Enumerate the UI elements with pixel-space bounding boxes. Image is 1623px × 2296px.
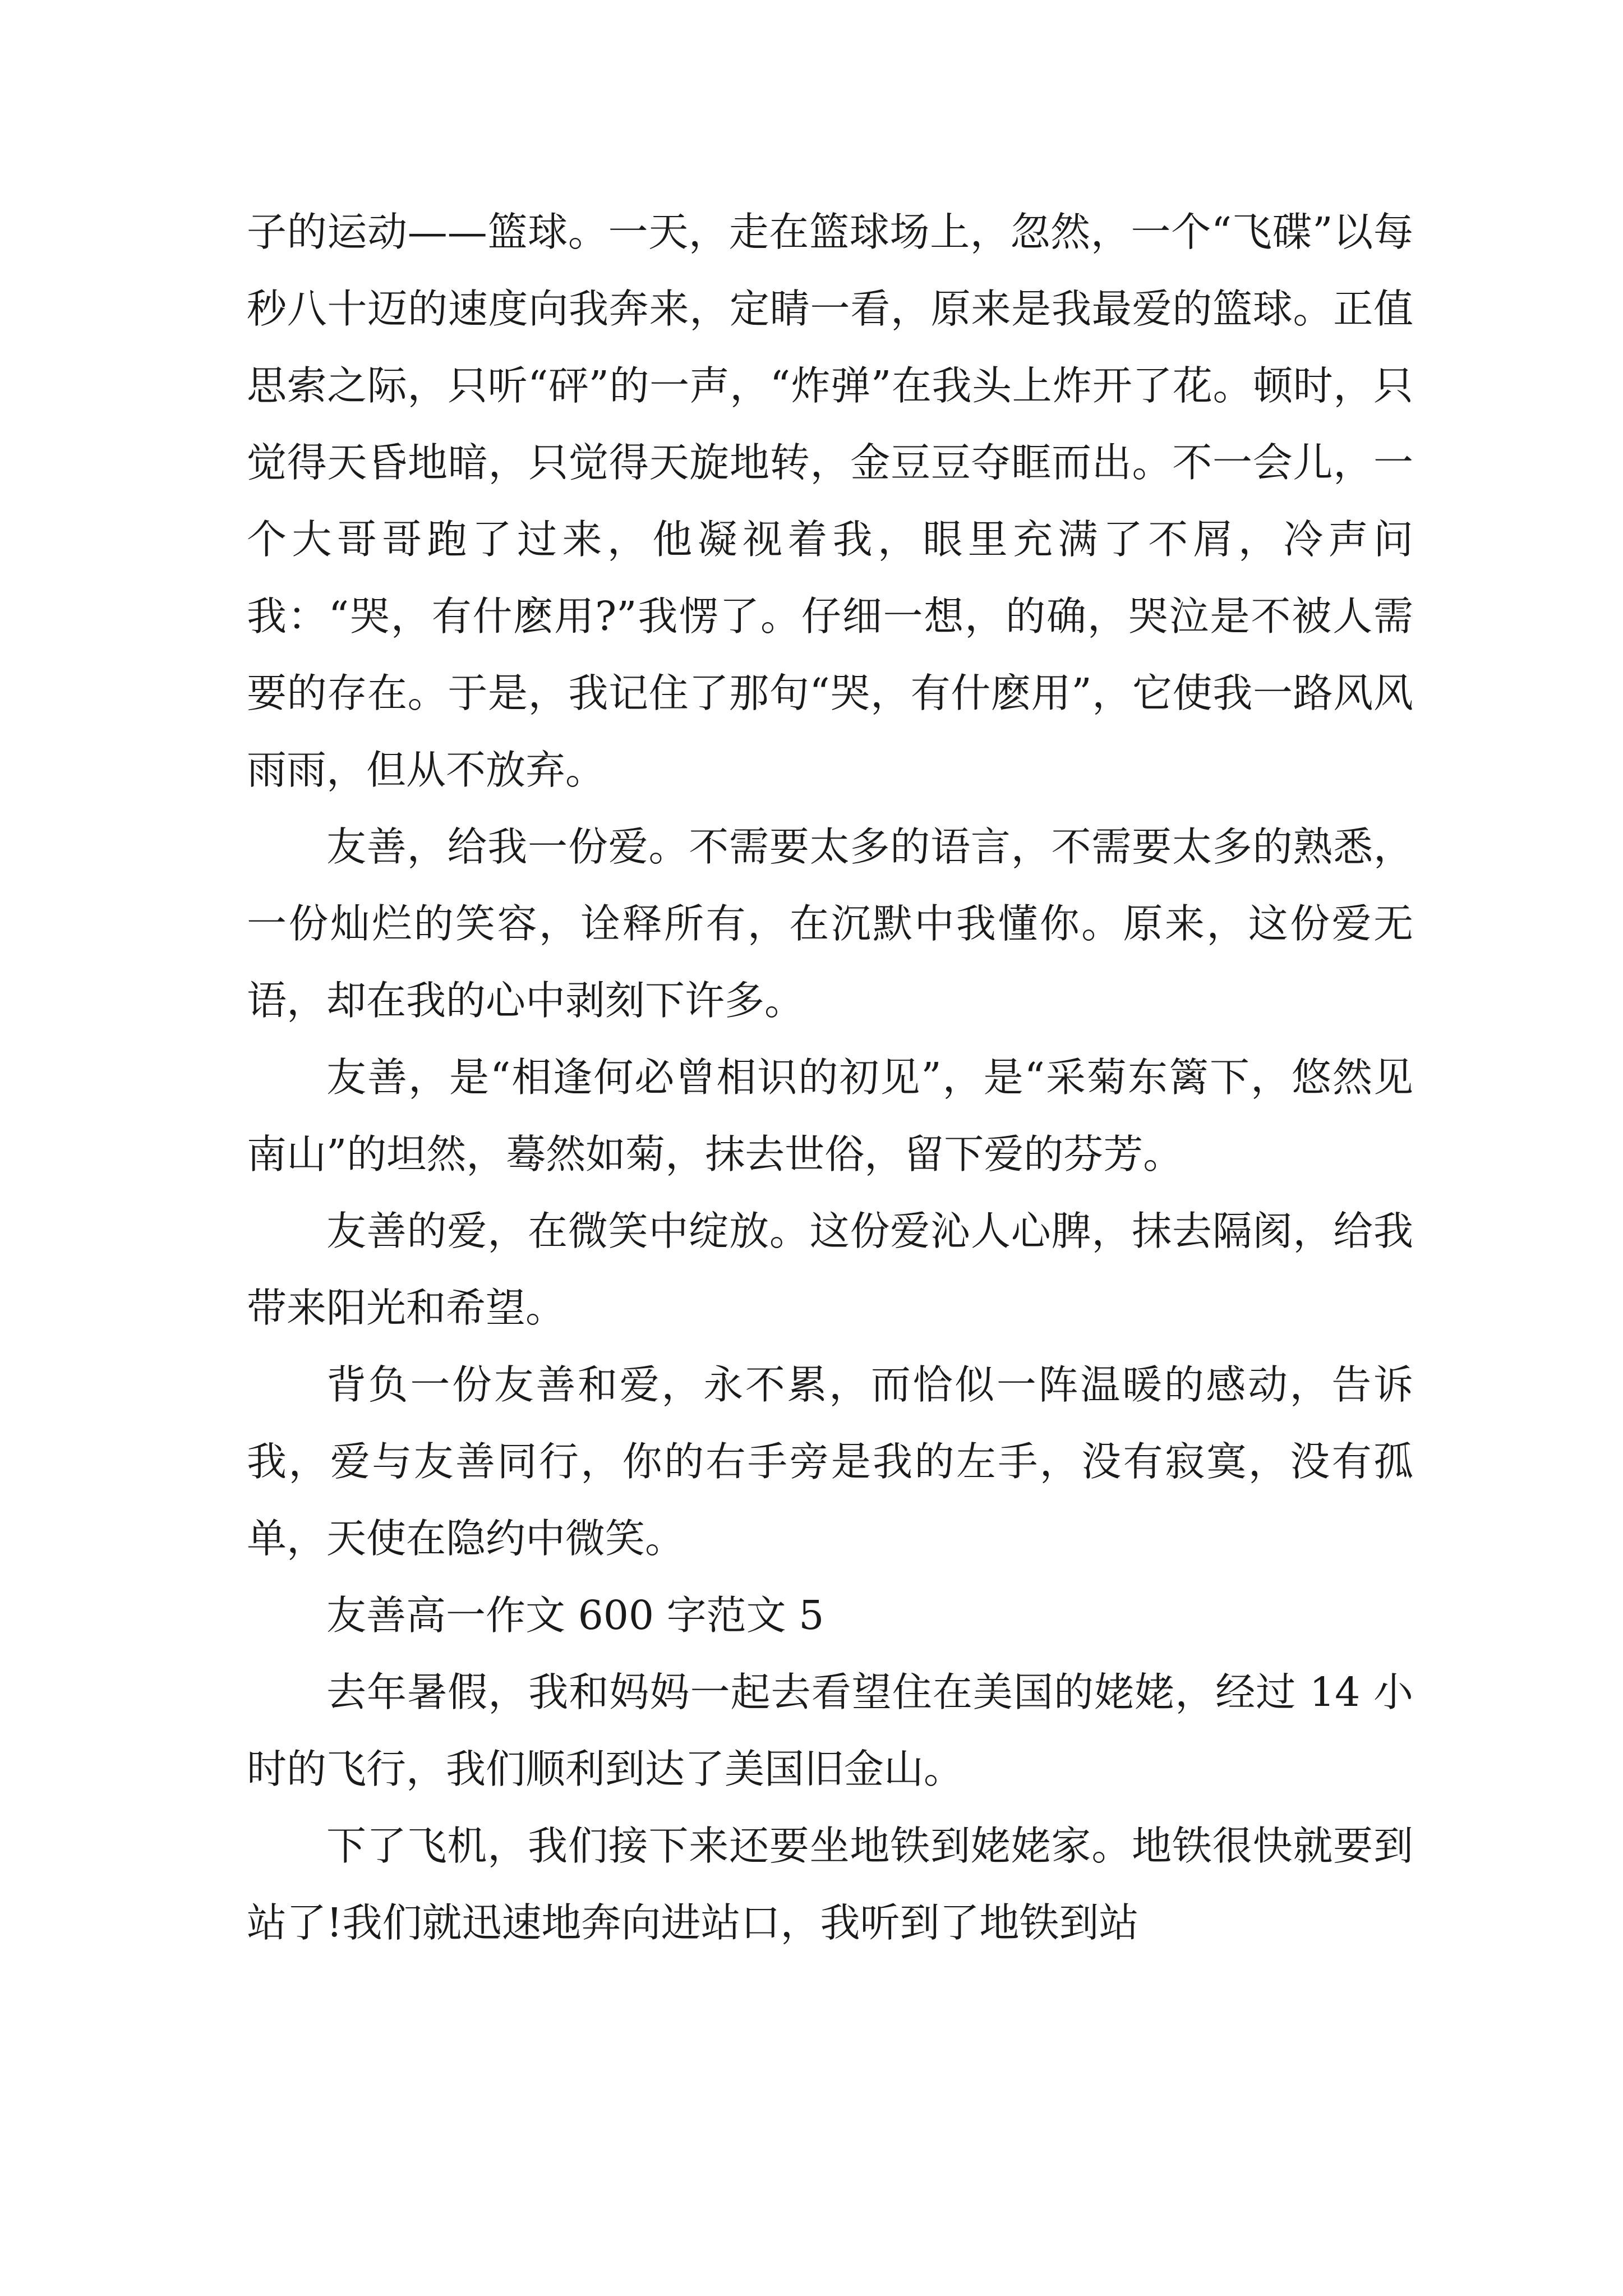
document-page	[247, 194, 1413, 1961]
paragraph-friendship-angel: 背负一份友善和爱，永不累，而恰似一阵温暖的感动，告诉我，爱与友善同行，你的右手旁是我的左手，没有寂寞，没有孤单，天使在隐约中微笑。	[247, 1361, 1413, 1562]
essay-heading: 友善高一作文 600 字范文 5	[326, 1592, 824, 1639]
paragraph-friendship-smile: 友善的爱，在微笑中绽放。这份爱沁人心脾，抹去隔阂，给我带来阳光和希望。	[247, 1208, 1413, 1331]
paragraph-subway: 下了飞机，我们接下来还要坐地铁到姥姥家。地铁很快就要到站了!我们就迅速地奔向进站口，我听到了地铁到站	[247, 1823, 1413, 1946]
paragraph-friendship-chrysanthemum: 友善，是“相逢何必曾相识的初见”，是“采菊东篱下，悠然见南山”的坦然，蓦然如菊，抹去世俗，留下爱的芬芳。	[247, 1054, 1413, 1177]
paragraph-summer-trip: 去年暑假，我和妈妈一起去看望住在美国的姥姥，经过 14 小时的飞行，我们顺利到达了美国旧金山。	[247, 1669, 1413, 1792]
paragraph-friendship-love: 友善，给我一份爱。不需要太多的语言，不需要太多的熟悉，一份灿烂的笑容，诠释所有，在沉默中我懂你。原来，这份爱无语，却在我的心中剥刻下许多。	[247, 823, 1413, 1024]
paragraph-basketball-story: 子的运动——篮球。一天，走在篮球场上，忽然，一个“飞碟”以每秒八十迈的速度向我奔来，定睛一看，原来是我最爱的篮球。正值思索之际，只听“砰”的一声，“炸弹”在我头上炸开了花。顿时，只觉得天昏地暗，只觉得天旋地转，金豆豆夺眶而出。不一会儿，一个大哥哥跑了过来，他凝视着我，眼里充满了不屑，冷声问我：“哭，有什麽用?”我愣了。仔细一想，的确，哭泣是不被人需要的存在。于是，我记住了那句“哭，有什麽用”，它使我一路风风雨雨，但从不放弃。	[247, 209, 1413, 793]
